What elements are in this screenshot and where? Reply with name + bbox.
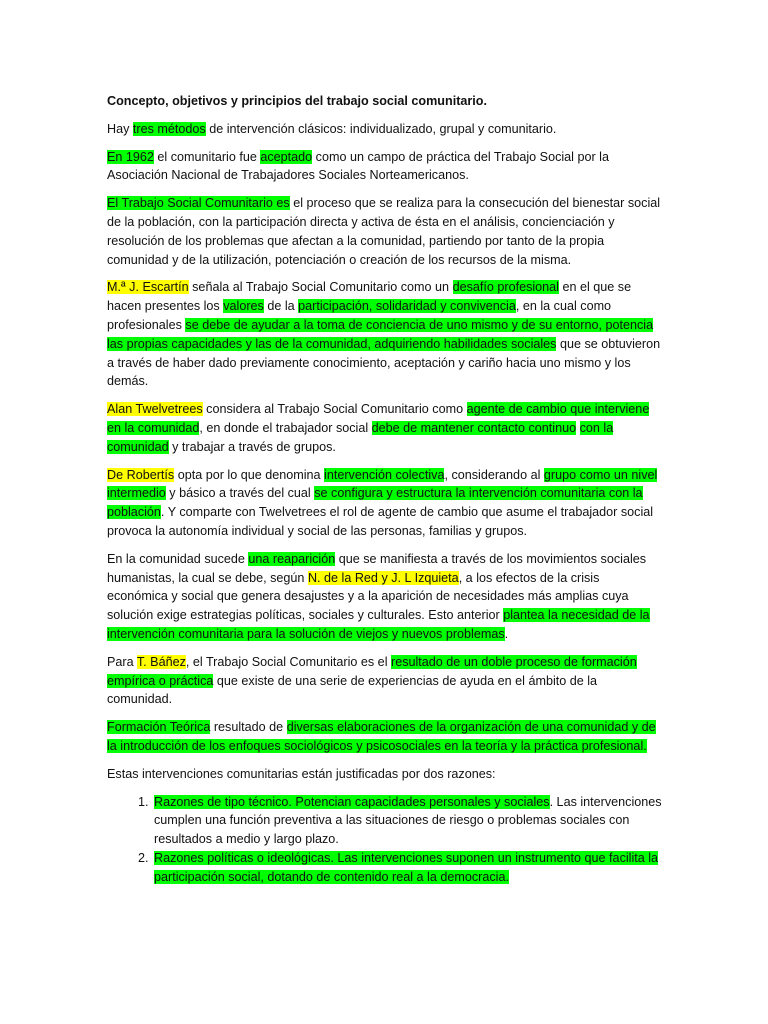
highlight-green: En 1962 bbox=[107, 149, 154, 164]
highlight-green: Razones de tipo técnico. Potencian capacidades personales y sociales bbox=[154, 794, 550, 809]
paragraph-twelvetrees bbox=[107, 400, 663, 456]
highlight-green: aceptado bbox=[260, 149, 313, 164]
text: que existe de una serie de experiencias de ayuda en el ámbito de la comunidad. bbox=[107, 673, 598, 707]
highlight-green: tres métodos bbox=[132, 121, 206, 136]
paragraph-reaparicion bbox=[107, 550, 663, 644]
highlight-green: se configura y estructura la intervención comunitaria con la población bbox=[107, 486, 643, 520]
text: en el que se hacen presentes los bbox=[107, 280, 632, 314]
text: señala al Trabajo Social Comunitario como un bbox=[188, 280, 453, 295]
highlight-green: grupo como un nivel intermedio bbox=[107, 467, 658, 501]
list-item bbox=[152, 849, 663, 887]
paragraph-banez bbox=[107, 653, 663, 709]
razones-list bbox=[107, 793, 663, 887]
document-title: Concepto, objetivos y principios del trabajo social comunitario. bbox=[107, 94, 487, 108]
highlight-yellow: Alan Twelvetrees bbox=[107, 402, 203, 417]
highlight-yellow: De Robertís bbox=[107, 467, 175, 482]
text: En la comunidad sucede bbox=[107, 551, 249, 566]
text: el proceso que se realiza para la consecución del bienestar social de la población, con la participación directa y activa de ésta en el análisis, concienciación y resolución de los problemas que afectan a la comunidad, partiendo por tanto de la propia comunidad y de la utilización, potenciación o creación de los recursos de la misma. bbox=[107, 196, 661, 267]
highlight-green: con la comunidad bbox=[107, 420, 614, 454]
highlight-green: debe de mantener contacto continuo bbox=[371, 420, 577, 435]
paragraph-de-robertis bbox=[107, 466, 663, 541]
highlight-green: desafío profesional bbox=[452, 280, 559, 295]
text: . Las intervenciones cumplen una función preventiva a las situaciones de riesgo o problemas sociales con resultados a medio y largo plazo. bbox=[154, 794, 662, 847]
text: de intervención clásicos: individualizado, grupal y comunitario. bbox=[205, 121, 557, 136]
highlight-green: una reaparición bbox=[248, 551, 336, 566]
text: considera al Trabajo Social Comunitario como bbox=[202, 402, 467, 417]
highlight-green: resultado de un doble proceso de formación empírica o práctica bbox=[107, 654, 637, 688]
paragraph-escartin bbox=[107, 278, 663, 391]
highlight-green: intervención colectiva bbox=[324, 467, 445, 482]
text: . bbox=[504, 626, 509, 641]
highlight-green: agente de cambio que interviene en la comunidad bbox=[107, 402, 650, 435]
text: y trabajar a través de grupos. bbox=[168, 439, 336, 454]
highlight-yellow: M.ª J. Escartín bbox=[107, 280, 189, 295]
paragraph-definicion bbox=[107, 194, 663, 269]
highlight-green: plantea la necesidad de la intervención comunitaria para la solución de viejos y nuevos problemas bbox=[107, 608, 650, 641]
highlight-yellow: T. Báñez bbox=[136, 654, 186, 669]
paragraph-formacion-teorica bbox=[107, 718, 663, 756]
text: y básico a través del cual bbox=[165, 486, 315, 501]
paragraph-1962 bbox=[107, 148, 663, 186]
text: que se manifiesta a través de los movimientos sociales humanistas, la cual se debe, según bbox=[107, 551, 647, 585]
highlight-green: se debe de ayudar a la toma de conciencia de uno mismo y de su entorno, potencia las propias capacidades y las de la comunidad, adquiriendo habilidades sociales bbox=[107, 317, 654, 351]
highlight-green: diversas elaboraciones de la organización de una comunidad y de la introducción de los enfoques sociológicos y psicosociales en la teoría y la práctica profesional. bbox=[107, 720, 656, 753]
document-page bbox=[107, 92, 663, 886]
text: , a los efectos de la crisis económica y social que genera desajustes y a la aparición de necesidades más amplias cuya solución exige estrategias políticas, sociales y culturales. Esto anterior bbox=[107, 570, 629, 623]
text: de la bbox=[263, 299, 299, 314]
text: , en donde el trabajador social bbox=[199, 420, 372, 435]
text: el comunitario fue bbox=[153, 149, 261, 164]
highlight-green: Formación Teórica bbox=[107, 720, 211, 735]
text: Para bbox=[107, 654, 137, 669]
text: opta por lo que denomina bbox=[174, 467, 325, 482]
text: que se obtuvieron a través de haber dado previamente conocimiento, aceptación y cariño hacia uno mismo y los demás. bbox=[107, 336, 661, 389]
highlight-green: participación, solidaridad y convivencia bbox=[298, 299, 516, 314]
paragraph-metodos bbox=[107, 120, 663, 139]
list-item bbox=[152, 793, 663, 849]
text: . Y comparte con Twelvetrees el rol de agente de cambio que asume el trabajador social provoca la autonomía individual y social de las personas, familias y grupos. bbox=[107, 505, 654, 538]
highlight-yellow: N. de la Red y J. L Izquieta bbox=[307, 570, 459, 585]
paragraph-razones-intro: Estas intervenciones comunitarias están justificadas por dos razones: bbox=[107, 766, 496, 781]
text: , considerando al bbox=[444, 467, 544, 482]
text: , en la cual como profesionales bbox=[107, 299, 612, 332]
highlight-green: El Trabajo Social Comunitario es bbox=[107, 196, 290, 211]
text: Hay bbox=[107, 121, 133, 136]
highlight-green: valores bbox=[223, 299, 264, 314]
highlight-green: Razones políticas o ideológicas. Las intervenciones suponen un instrumento que facilita la participación social, dotando de contenido real a la democracia. bbox=[154, 850, 659, 884]
text: resultado de bbox=[210, 720, 287, 735]
text: como un campo de práctica del Trabajo Social por la Asociación Nacional de Trabajadores Sociales Norteamericanos. bbox=[107, 149, 609, 183]
text: , el Trabajo Social Comunitario es el bbox=[185, 654, 391, 669]
